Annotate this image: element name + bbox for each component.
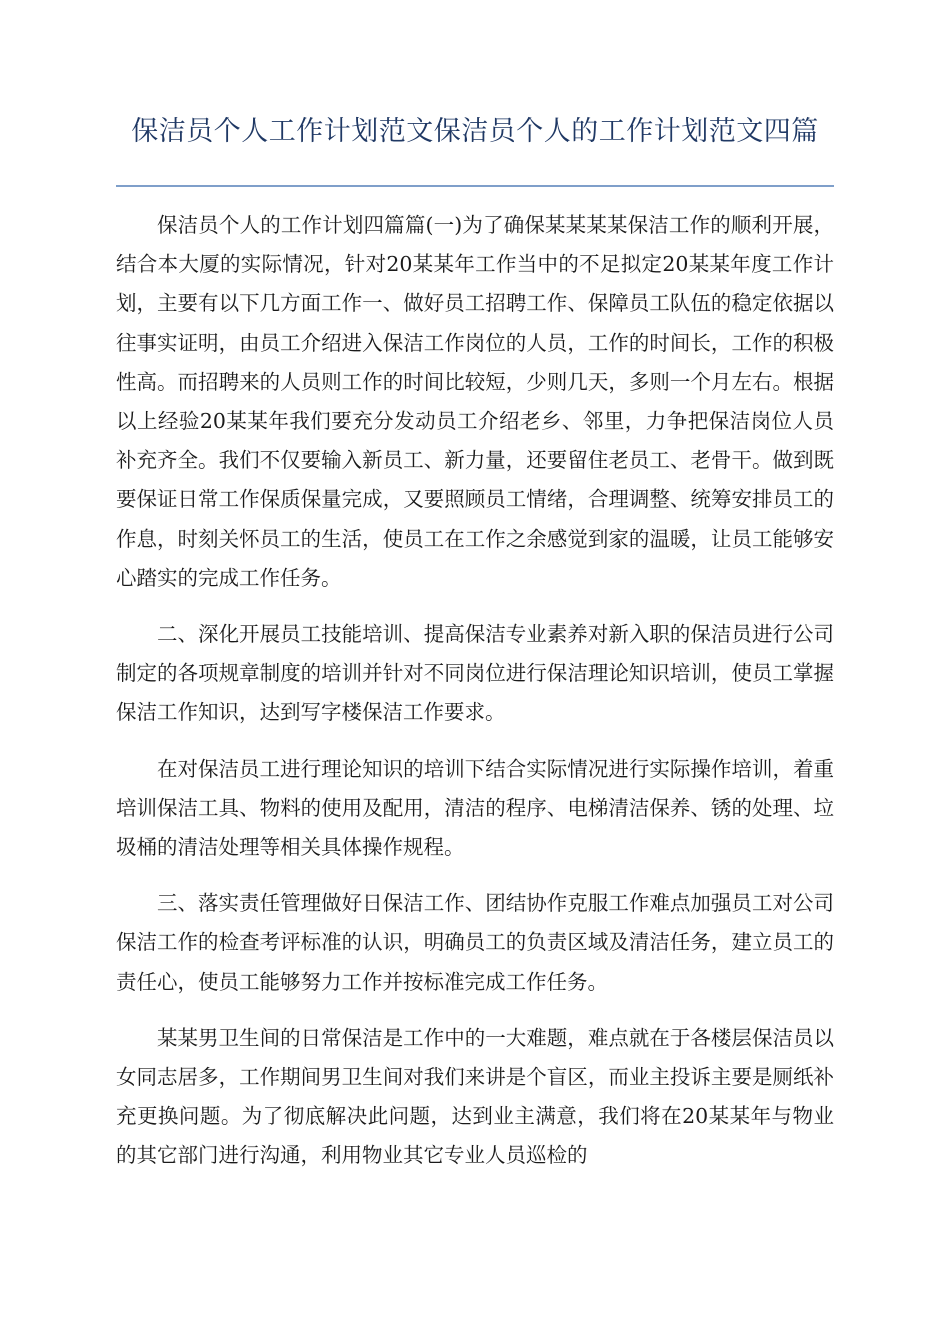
paragraph: 三、落实责任管理做好日保洁工作、团结协作克服工作难点加强员工对公司保洁工作的检查考评标准的认识，明确员工的负责区域及清洁任务，建立员工的责任心，使员工能够努力工作并按标准完成工作任务。 bbox=[116, 891, 834, 994]
title-divider bbox=[116, 185, 834, 187]
document-title: 保洁员个人工作计划范文保洁员个人的工作计划范文四篇 bbox=[131, 116, 819, 147]
document-body bbox=[116, 206, 834, 1193]
paragraph: 某某男卫生间的日常保洁是工作中的一大难题，难点就在于各楼层保洁员以女同志居多，工作期间男卫生间对我们来讲是个盲区，而业主投诉主要是厕纸补充更换问题。为了彻底解决此问题，达到业主满意，我们将在20某某年与物业的其它部门进行沟通，利用物业其它专业人员巡检的 bbox=[116, 1025, 834, 1168]
paragraph: 保洁员个人的工作计划四篇篇(一)为了确保某某某某保洁工作的顺利开展，结合本大厦的实际情况，针对20某某年工作当中的不足拟定20某某年度工作计划，主要有以下几方面工作一、做好员工招聘工作、保障员工队伍的稳定依据以往事实证明，由员工介绍进入保洁工作岗位的人员，工作的时间长，工作的积极性高。而招聘来的人员则工作的时间比较短，少则几天，多则一个月左右。根据以上经验20某某年我们要充分发动员工介绍老乡、邻里，力争把保洁岗位人员补充齐全。我们不仅要输入新员工、新力量，还要留住老员工、老骨干。做到既要保证日常工作保质保量完成，又要照顾员工情绪，合理调整、统筹安排员工的作息，时刻关怀员工的生活，使员工在工作之余感觉到家的温暖，让员工能够安心踏实的完成工作任务。 bbox=[116, 213, 834, 590]
paragraph: 在对保洁员工进行理论知识的培训下结合实际情况进行实际操作培训，着重培训保洁工具、物料的使用及配用，清洁的程序、电梯清洁保养、锈的处理、垃圾桶的清洁处理等相关具体操作规程。 bbox=[116, 756, 834, 860]
paragraph: 二、深化开展员工技能培训、提高保洁专业素养对新入职的保洁员进行公司制定的各项规章制度的培训并针对不同岗位进行保洁理论知识培训，使员工掌握保洁工作知识，达到写字楼保洁工作要求。 bbox=[116, 622, 834, 725]
